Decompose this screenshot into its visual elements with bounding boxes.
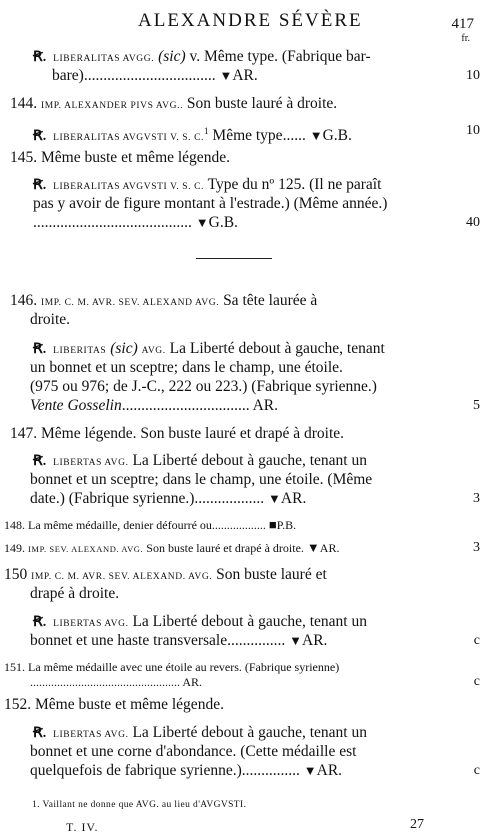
description-text: La Liberté debout à gauche, tenant un [132,613,367,630]
leader-dots: .................................................. [30,675,180,689]
description-text: Même légende. Son buste lauré et drapé à droite. [41,425,344,442]
entry-146-reverse-line2: un bonnet et un sceptre; dans le champ, une étoile. [30,359,343,376]
entry-145 [10,149,230,167]
price: 10 [466,68,480,83]
entry-143-reverse [33,48,371,68]
metal-marker-icon: ▼ [219,68,233,83]
metal-code: AR. [182,675,203,689]
entry-146-reverse-line3: (975 ou 976; de J.-C., 222 ou 223.) (Fabrique syrienne.) [30,378,377,395]
reverse-mark: Ꞧ. [33,454,47,469]
entry-number: 152. [4,696,32,713]
coin-legend: LIBERALITAS AVGVSTI V. S. C. [53,133,205,144]
coin-legend: LIBERITAS [53,346,107,356]
leader-dots: ................................. [121,397,250,414]
entry-144 [10,95,337,115]
entry-number: 151. [4,660,25,674]
page-number-sub: fr. [461,33,470,44]
entry-145-reverse-line3 [33,214,238,232]
entry-number: 148. [4,518,25,532]
coin-legend: AVG. [141,346,166,356]
coin-legend: IMP. ALEXANDER PIVS AVG.. [41,101,184,111]
metal-marker-icon: ▼ [268,491,281,506]
description-text: Même buste et même légende. [35,696,224,713]
footnote-mark: 1. [32,800,40,810]
description-text: quelquefois de fabrique syrienne.)............... [30,762,300,779]
metal-code: AR. [280,490,307,507]
entry-146-reverse [33,340,385,360]
description-text: bonnet et une haste transversale............... [30,632,286,649]
metal-marker-icon: ▼ [306,540,320,555]
description-text: v. Même type. (Fabrique bar- [189,48,371,65]
entry-number: 145. [10,149,38,166]
reverse-mark: Ꞧ. [33,178,47,193]
entry-number: 144. [10,95,38,112]
entry-148 [4,516,296,534]
sale-reference: Vente Gosselin [30,397,122,414]
description-text: bare).................................. [52,67,216,84]
metal-code: G.B. [322,127,352,145]
entry-146-line2: droite. [30,311,71,328]
description-text: La Liberté debout à gauche, tenant un [132,452,367,469]
entry-147-reverse-line2: bonnet et un sceptre; dans le champ, une étoile. (Même [30,471,373,488]
signature-mark: 27 [410,817,424,832]
leader-dots: ......................................... [33,214,192,231]
entry-147 [10,425,344,443]
sic-note: (sic) [110,340,138,357]
coin-legend: IMP. C. M. AVR. SEV. ALEXAND. AVG. [31,572,213,582]
entry-number: 149. [4,541,25,555]
description-text: date.) (Fabrique syrienne.).................. [30,490,265,507]
price: c [473,633,480,648]
price: 10 [466,123,480,138]
description-text: Son buste lauré et [216,566,327,583]
entry-number: 146. [10,292,38,309]
reverse-mark: Ꞧ. [33,342,47,357]
entry-152 [4,696,224,714]
entry-147-reverse-line3 [30,490,306,508]
description-text: Même type...... [212,127,306,145]
coin-legend: IMP. SEV. ALEXAND. AVG. [28,544,144,554]
metal-marker-icon: ▼ [195,215,209,230]
price: 3 [473,540,480,555]
metal-code: AR. [252,397,279,414]
description-text: Type du nº 125. (Il ne paraît [207,176,382,193]
entry-number: 147. [10,425,38,442]
metal-marker-icon: ▼ [303,763,317,778]
description-text: La Liberté debout à gauche, tenant [169,340,385,357]
entry-144-reverse [33,122,352,147]
entry-146-reverse-line4 [30,397,278,415]
metal-marker-icon: ▼ [289,633,302,648]
footnote [32,800,246,810]
description-text: Même buste et même légende. [41,149,230,166]
metal-code: G.B. [208,214,238,231]
page-number: 417 [451,16,474,32]
entry-152-reverse-line2: bonnet et une corne d'abondance. (Cette médaille est [30,743,357,760]
description-text: Son buste lauré et drapé à droite. [146,541,304,555]
metal-code: AR. [232,67,258,84]
coin-legend: LIBERTAS AVG. [53,730,129,740]
description-text: La même médaille, denier défourré ou.................. [28,518,266,532]
entry-152-reverse-line3 [30,762,342,780]
entry-150-reverse-line2 [30,632,327,650]
reverse-mark: Ꞧ. [33,726,47,741]
entry-146 [10,292,317,312]
description-text: La Liberté debout à gauche, tenant un [132,724,367,741]
volume-label: T. IV. [66,820,99,834]
price: c [473,674,480,689]
entry-150-reverse [33,613,367,633]
sic-note: (sic) [158,48,186,65]
coin-legend: LIBERTAS AVG. [53,619,129,629]
metal-marker-icon: ▼ [309,128,323,144]
metal-code: AR. [316,762,343,779]
description-text: La même médaille avec une étoile au revers. (Fabrique syrienne) [28,660,340,674]
coin-legend: IMP. C. M. AVR. SEV. ALEXAND AVG. [41,298,220,308]
section-divider [196,258,272,259]
metal-code: P.B. [276,518,297,532]
entry-152-reverse [33,724,367,744]
price: 5 [473,398,480,413]
entry-149 [4,539,339,558]
description-text: Son buste lauré à droite. [186,95,338,112]
reverse-mark: Ꞧ. [33,50,47,65]
price: c [473,763,480,778]
entry-150-line2: drapé à droite. [30,585,120,602]
entry-151-line2 [30,673,202,691]
entry-145-reverse [33,176,381,196]
price: 3 [473,491,480,506]
reverse-mark: Ꞧ. [33,615,47,630]
entry-147-reverse [33,452,367,472]
coin-legend: LIBERALITAS AVGG. [53,54,155,64]
entry-143-reverse-cont [52,67,258,85]
footnote-text: Vaillant ne donne que AVG. au lieu d'AVGVSTI. [42,800,247,810]
metal-marker-icon: ■ [268,517,277,532]
metal-code: AR. [302,632,328,649]
coin-legend: LIBERTAS AVG. [53,458,129,468]
footnote-ref: 1 [204,126,209,136]
price: 40 [466,215,480,230]
entry-145-reverse-line2: pas y avoir de figure montant à l'estrade.) (Même année.) [33,195,388,212]
metal-code: AR. [319,541,340,555]
coin-legend: LIBERALITAS AVGVSTI V. S. C. [53,182,205,192]
entry-150 [4,566,327,586]
reverse-mark: Ꞧ. [33,129,47,145]
description-text: Sa tête laurée à [223,292,318,309]
running-head: ALEXANDRE SÉVÈRE [138,10,363,31]
entry-number: 150 [4,566,28,583]
